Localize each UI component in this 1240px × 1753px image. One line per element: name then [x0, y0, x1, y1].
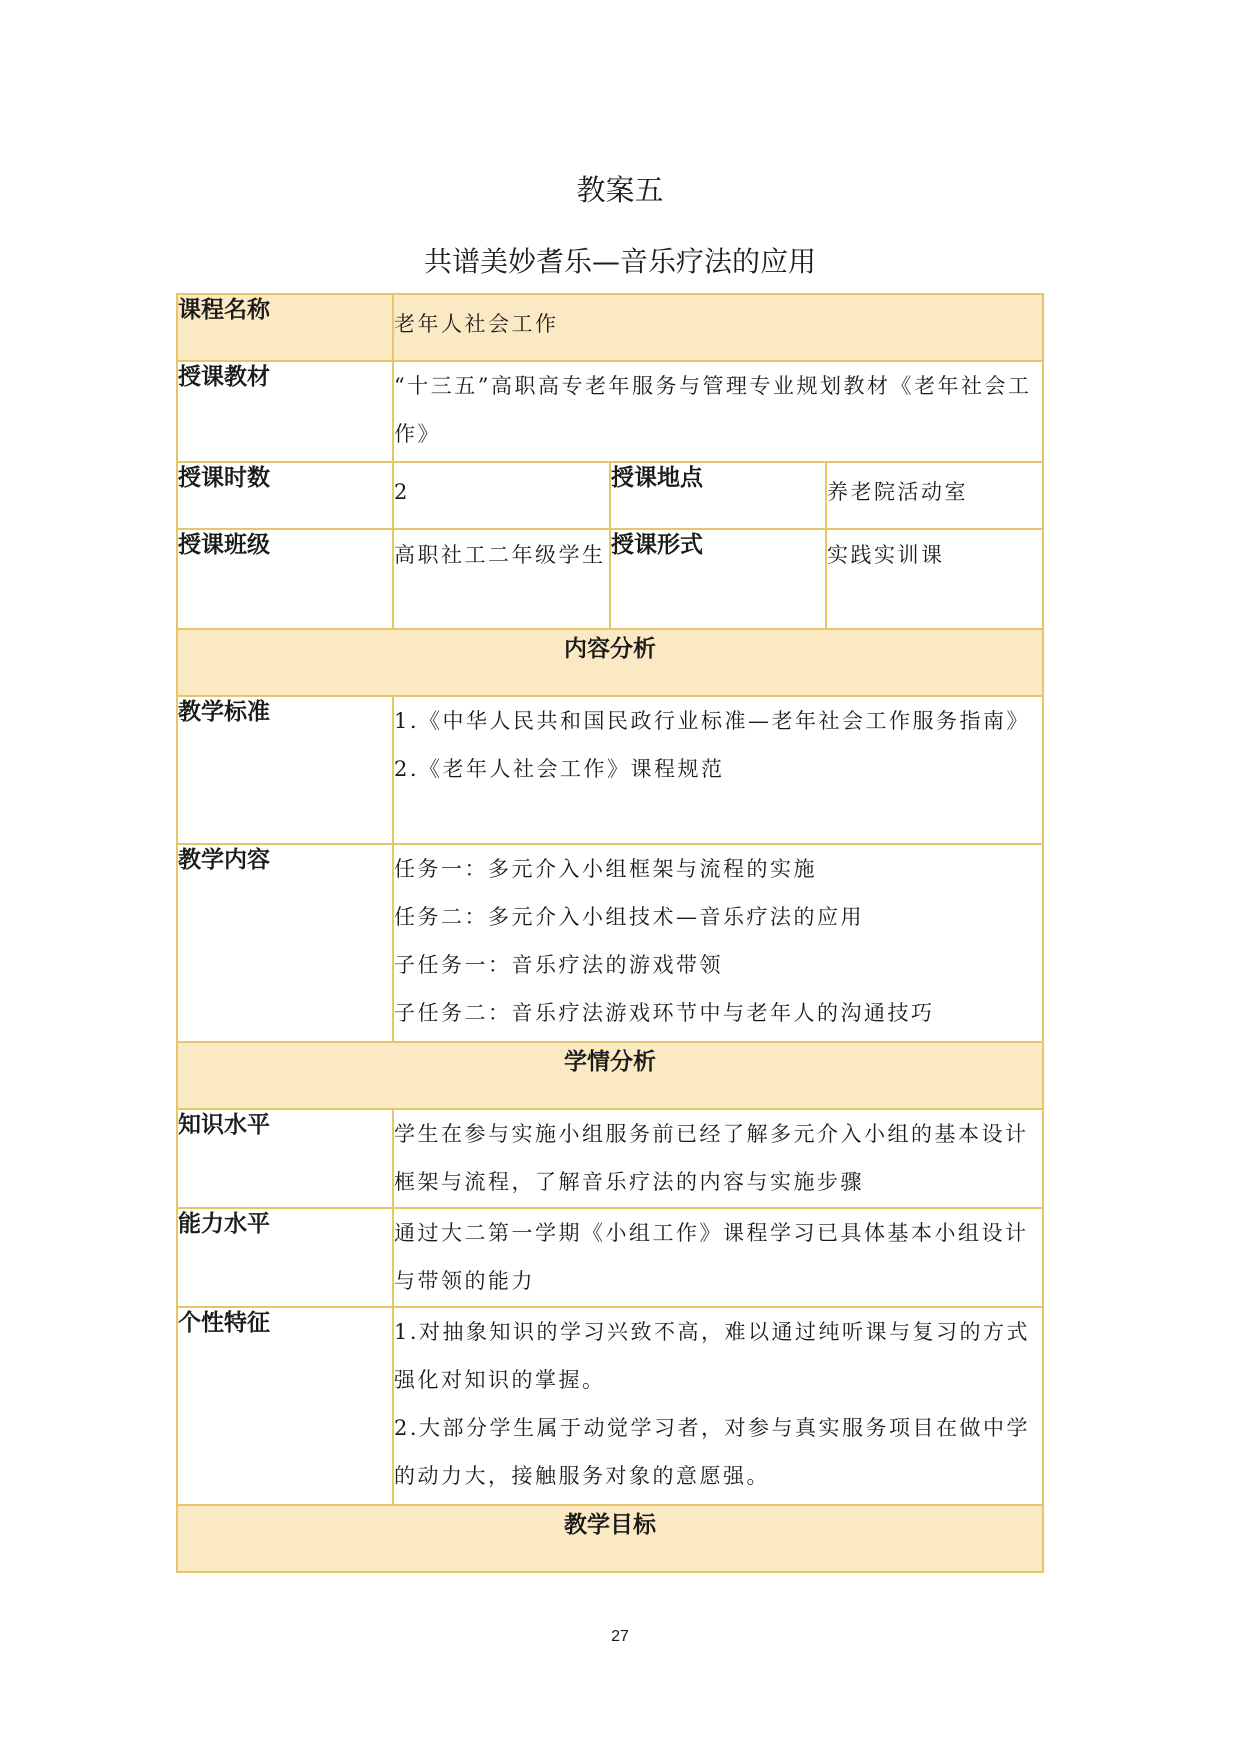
document-title: 教案五 [576, 173, 664, 207]
textbook-label: 授课教材 [177, 361, 393, 462]
page-number: 27 [611, 1628, 629, 1645]
knowledge-level-value: 学生在参与实施小组服务前已经了解多元介入小组的基本设计框架与流程，了解音乐疗法的内容与实施步骤 [393, 1109, 1043, 1208]
content-item: 任务一：多元介入小组框架与流程的实施 [394, 857, 817, 881]
trait-item: 2.大部分学生属于动觉学习者，对参与真实服务项目在做中学的动力大，接触服务对象的意愿强。 [394, 1416, 1031, 1488]
course-name-value: 老年人社会工作 [393, 294, 1043, 361]
ability-level-label: 能力水平 [177, 1208, 393, 1307]
student-analysis-heading: 学情分析 [177, 1042, 1043, 1109]
document-subtitle: 共谱美妙耆乐—音乐疗法的应用 [423, 245, 816, 278]
knowledge-level-label: 知识水平 [177, 1109, 393, 1208]
objectives-heading: 教学目标 [177, 1505, 1043, 1572]
content-item: 子任务二：音乐疗法游戏环节中与老年人的沟通技巧 [394, 1001, 935, 1025]
knowledge-level-row [177, 1109, 1043, 1208]
hours-label: 授课时数 [177, 462, 393, 529]
trait-item: 1.对抽象知识的学习兴致不高，难以通过纯听课与复习的方式强化对知识的掌握。 [394, 1320, 1031, 1392]
standard-item: 2.《老年人社会工作》课程规范 [394, 757, 725, 781]
teaching-content-row [177, 844, 1043, 1042]
class-format-row [177, 529, 1043, 629]
class-label: 授课班级 [177, 529, 393, 629]
ability-level-row [177, 1208, 1043, 1307]
location-label: 授课地点 [610, 462, 826, 529]
location-value: 养老院活动室 [826, 462, 1043, 529]
teaching-standards-row [177, 696, 1043, 844]
content-item: 任务二：多元介入小组技术—音乐疗法的应用 [394, 905, 864, 929]
objectives-header-row [177, 1505, 1043, 1572]
textbook-row [177, 361, 1043, 462]
ability-level-value: 通过大二第一学期《小组工作》课程学习已具体基本小组设计与带领的能力 [393, 1208, 1043, 1307]
standard-item: 1.《中华人民共和国民政行业标准—老年社会工作服务指南》 [394, 709, 1031, 733]
hours-location-row [177, 462, 1043, 529]
content-analysis-header-row [177, 629, 1043, 696]
course-name-row [177, 294, 1043, 361]
format-label: 授课形式 [610, 529, 826, 629]
content-item: 子任务一：音乐疗法的游戏带领 [394, 953, 723, 977]
class-value: 高职社工二年级学生 [393, 529, 610, 629]
teaching-content-label: 教学内容 [177, 844, 393, 1042]
course-name-label: 课程名称 [177, 294, 393, 361]
hours-value: 2 [393, 462, 610, 529]
student-analysis-header-row [177, 1042, 1043, 1109]
textbook-value: “十三五”高职高专老年服务与管理专业规划教材《老年社会工作》 [393, 361, 1043, 462]
personality-traits-label: 个性特征 [177, 1307, 393, 1505]
personality-traits-value [393, 1307, 1043, 1505]
lesson-plan-table [176, 293, 1044, 1573]
teaching-standards-label: 教学标准 [177, 696, 393, 844]
teaching-standards-value [393, 696, 1043, 844]
content-analysis-heading: 内容分析 [177, 629, 1043, 696]
personality-traits-row [177, 1307, 1043, 1505]
format-value: 实践实训课 [826, 529, 1043, 629]
teaching-content-value [393, 844, 1043, 1042]
